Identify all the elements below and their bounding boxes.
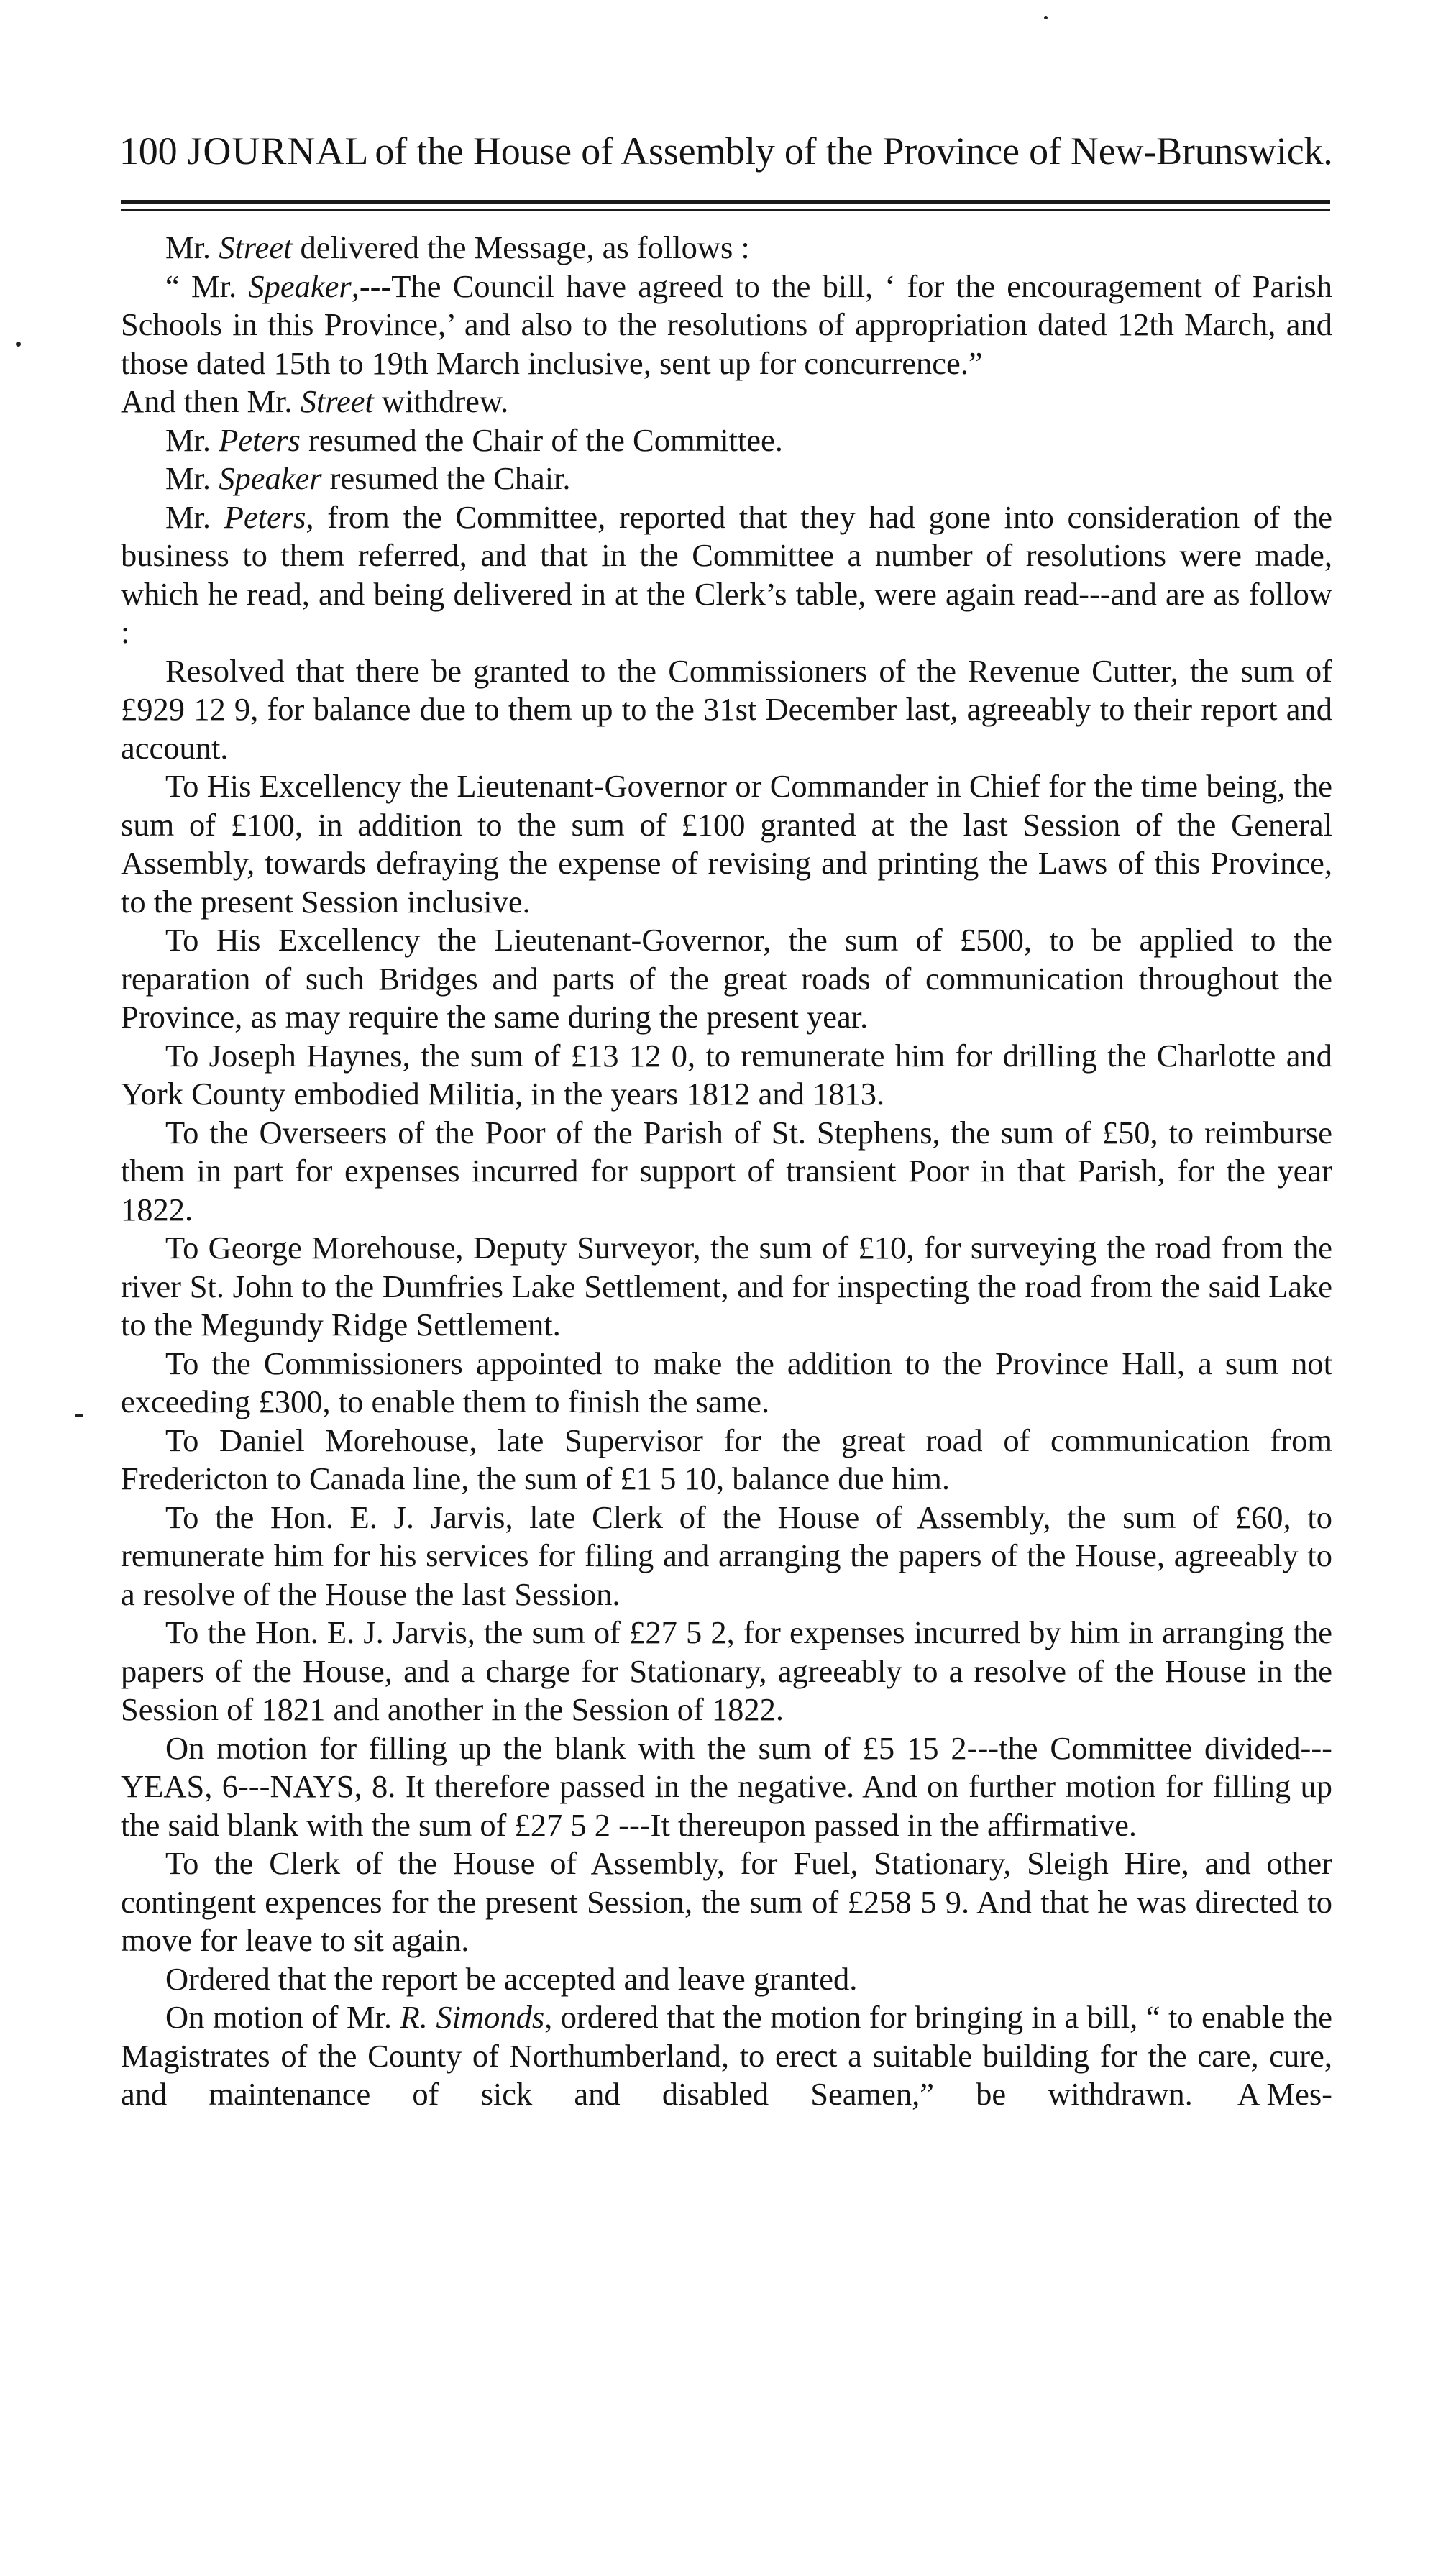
- paragraph-text: Mr.: [165, 421, 219, 458]
- italic-name: R. Simonds: [400, 1999, 545, 2035]
- paragraph-p10: [121, 1037, 1332, 1114]
- paragraph-text: To Joseph Haynes, the sum of £13 12 0, to remunerate him for drilling the Charlotte and York County embodied Militia, in the years 1812 and 1813.: [121, 1037, 1332, 1112]
- italic-name: Speaker: [219, 460, 322, 496]
- paragraph-text: , from the Committee, reported that they had gone into consideration of the business to them referred, and that in the Committee a number of resolutions were made, which he read, and being delivered in at the Clerk’s table, were again read---and are as follow :: [121, 498, 1333, 650]
- running-header: [119, 129, 1334, 173]
- top-dot: [1044, 16, 1048, 19]
- header-rule-thin: [121, 209, 1330, 211]
- paragraph-text: To His Excellency the Lieutenant-Governor, the sum of £500, to be applied to the reparation of such Bridges and parts of the great roads of communication throughout the Province, as may require the same during the present year.: [121, 922, 1332, 1035]
- italic-name: Street: [219, 229, 293, 265]
- margin-dash: [75, 1414, 83, 1417]
- paragraph-text: And then Mr.: [121, 383, 301, 419]
- paragraph-p11: [121, 1114, 1332, 1230]
- paragraph-text: To the Clerk of the House of Assembly, for Fuel, Stationary, Sleigh Hire, and other contingent expences for the present Session, the sum of £258 5 9. And that he was directed to move for leave to sit again.: [121, 1845, 1332, 1958]
- paragraph-text: , ordered that the motion for bringing in a bill, “ to enable the Magistrates of the County of Northumberland, to erect a suitable building for the care, cure, and maintenance of sick and disabled Seamen,” be withdrawn.: [121, 1999, 1333, 2112]
- italic-name: Speaker: [248, 267, 352, 304]
- paragraph-text: Resolved that there be granted to the Commissioners of the Revenue Cutter, the sum of £929 12 9, for balance due to them up to the 31st December last, agreeably to their report and account.: [121, 652, 1332, 766]
- page-number: 100: [119, 129, 178, 173]
- paragraph-text: ,---The Council have agreed to the bill, ‘ for the encouragement of Parish Schools in this Province,’ and also to the resolutions of appropriation dated 12th March, and those dated 15th to 19th March inclusive, sent up for concurrence.”: [121, 267, 1332, 381]
- paragraph-p5: [121, 459, 1332, 498]
- paragraph-text: To the Hon. E. J. Jarvis, late Clerk of the House of Assembly, the sum of £60, to remunerate him for his services for filing and arranging the papers of the House, agreeably to a resolve of the House the last Session.: [121, 1499, 1332, 1612]
- paragraph-text: To His Excellency the Lieutenant-Governor or Commander in Chief for the time being, the sum of £100, in addition to the sum of £100 granted at the last Session of the General Assembly, towards defraying the expense of revising and printing the Laws of this Province, to the present Session inclusive.: [121, 768, 1332, 920]
- paragraph-text: Mr.: [165, 498, 224, 535]
- paragraph-p16: [121, 1614, 1332, 1729]
- margin-dot: [16, 342, 21, 347]
- catchword: A Mes-: [1237, 2076, 1332, 2112]
- paragraph-p20: [121, 1998, 1332, 2114]
- paragraph-p13: [121, 1345, 1332, 1422]
- paragraph-p9: [121, 921, 1332, 1037]
- paragraph-text: To George Morehouse, Deputy Surveyor, the sum of £10, for surveying the road from the river St. John to the Dumfries Lake Settlement, and for inspecting the road from the said Lake to the Megundy Ridge Settlement.: [121, 1230, 1332, 1342]
- paragraph-p2: [121, 267, 1332, 383]
- paragraph-p12: [121, 1229, 1332, 1345]
- paragraph-p4: [121, 421, 1332, 460]
- paragraph-text: “ Mr.: [165, 267, 249, 304]
- paragraph-text: resumed the Chair.: [321, 460, 571, 496]
- paragraph-text: resumed the Chair of the Committee.: [300, 421, 783, 458]
- header-double-rule: [121, 200, 1330, 211]
- paragraph-text: withdrew.: [373, 383, 509, 419]
- journal-body-text: [121, 229, 1332, 2114]
- header-title: of the House of Assembly of the Province of New-Brunswick.: [375, 129, 1333, 173]
- paragraph-p3: [121, 383, 1332, 421]
- paragraph-p14: [121, 1422, 1332, 1499]
- paragraph-text: Mr.: [165, 229, 219, 265]
- italic-name: Peters: [224, 498, 306, 535]
- italic-name: Street: [300, 383, 374, 419]
- paragraph-text: Ordered that the report be accepted and leave granted.: [165, 1960, 858, 1997]
- italic-name: Peters: [219, 421, 301, 458]
- paragraph-p19: [121, 1960, 1332, 1999]
- paragraph-p15: [121, 1499, 1332, 1614]
- header-rule-thick: [121, 200, 1330, 204]
- paragraph-text: To the Commissioners appointed to make the addition to the Province Hall, a sum not exceeding £300, to enable them to finish the same.: [121, 1345, 1332, 1419]
- paragraph-p7: [121, 652, 1332, 768]
- paragraph-text: To the Overseers of the Poor of the Parish of St. Stephens, the sum of £50, to reimburse them in part for expenses incurred for support of transient Poor in that Parish, for the year 1822.: [121, 1114, 1332, 1227]
- paragraph-p8: [121, 767, 1332, 921]
- paragraph-p1: [121, 229, 1332, 267]
- journal-title-word: JOURNAL: [187, 129, 370, 173]
- paragraph-text: To the Hon. E. J. Jarvis, the sum of £27 5 2, for expenses incurred by him in arranging the papers of the House, and a charge for Stationary, agreeably to a resolve of the House in the Session of 1821 and another in the Session of 1822.: [121, 1614, 1332, 1727]
- paragraph-text: Mr.: [165, 460, 219, 496]
- paragraph-p18: [121, 1844, 1332, 1960]
- paragraph-p6: [121, 498, 1332, 652]
- paragraph-text: delivered the Message, as follows :: [292, 229, 750, 265]
- paragraph-text: To Daniel Morehouse, late Supervisor for the great road of communication from Fredericton to Canada line, the sum of £1 5 10, balance due him.: [121, 1422, 1332, 1496]
- paragraph-p17: [121, 1729, 1332, 1845]
- paragraph-text: On motion for filling up the blank with the sum of £5 15 2---the Committee divided---YEAS, 6---NAYS, 8. It therefore passed in the negative. And on further motion for filling up the said blank with the sum of £27 5 2 ---It thereupon passed in the affirmative.: [121, 1729, 1332, 1843]
- paragraph-text: On motion of Mr.: [165, 1999, 400, 2035]
